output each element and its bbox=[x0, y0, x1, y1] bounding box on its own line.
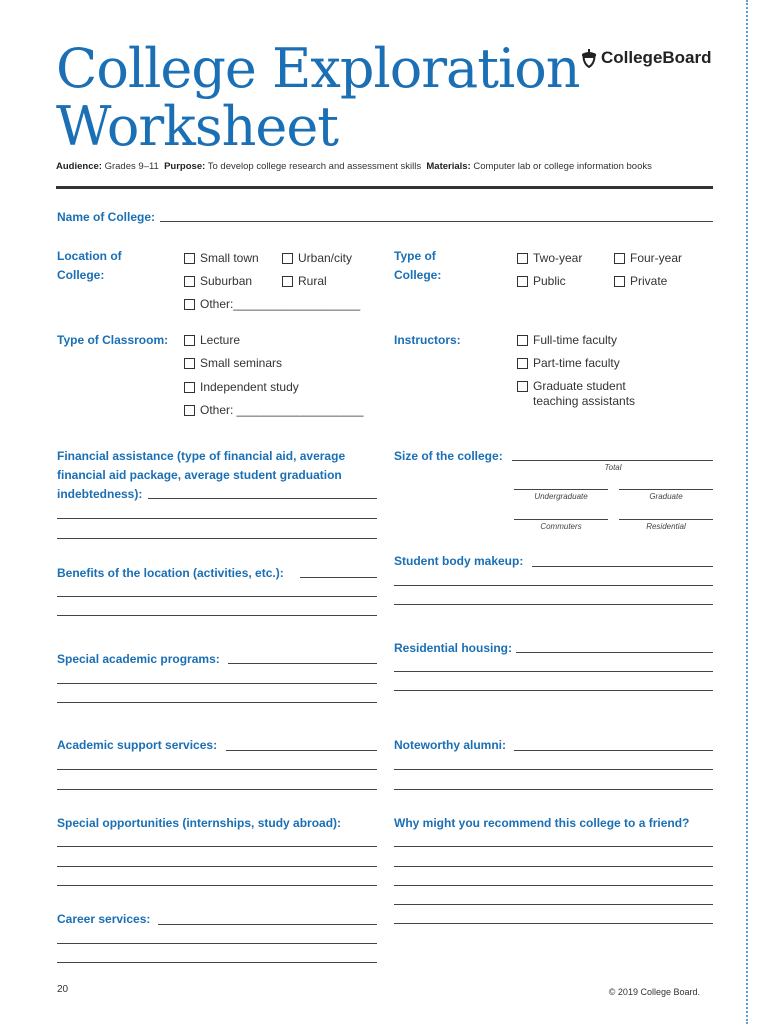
copyright-notice: © 2019 College Board. bbox=[608, 987, 700, 997]
type-of-classroom-label: Type of Classroom: bbox=[57, 333, 169, 347]
checkbox-icon[interactable] bbox=[184, 276, 195, 287]
checkbox-icon[interactable] bbox=[184, 253, 195, 264]
checkbox-icon[interactable] bbox=[282, 253, 293, 264]
name-of-college-label: Name of College: bbox=[57, 210, 156, 224]
academic-programs-line-1[interactable] bbox=[228, 663, 377, 664]
financial-assistance-label: Financial assistance (type of financial aid, average financial aid package, average student graduation indebtedness): bbox=[57, 449, 346, 501]
benefits-line-3[interactable] bbox=[57, 615, 377, 616]
worksheet-meta bbox=[56, 161, 652, 172]
materials-label: Materials: bbox=[426, 161, 471, 172]
opportunities-line-1[interactable] bbox=[57, 846, 377, 847]
checkbox-icon[interactable] bbox=[517, 381, 528, 392]
checkbox-icon[interactable] bbox=[282, 276, 293, 287]
support-line-3[interactable] bbox=[57, 789, 377, 790]
option-private[interactable]: Private bbox=[614, 274, 667, 288]
special-opportunities-label: Special opportunities (internships, study abroad): bbox=[57, 816, 342, 830]
financial-line-3[interactable] bbox=[57, 538, 377, 539]
header-divider bbox=[56, 186, 713, 189]
recommend-line-4[interactable] bbox=[394, 904, 713, 905]
instructors-label: Instructors: bbox=[394, 333, 461, 347]
academic-programs-line-3[interactable] bbox=[57, 702, 377, 703]
benefits-line-2[interactable] bbox=[57, 596, 377, 597]
size-total-caption: Total bbox=[604, 463, 622, 472]
page-title bbox=[56, 37, 580, 158]
purpose-value: To develop college research and assessment skills bbox=[207, 161, 422, 172]
academic-programs-line-2[interactable] bbox=[57, 683, 377, 684]
alumni-line-1[interactable] bbox=[514, 750, 713, 751]
collegeboard-logo bbox=[580, 48, 712, 68]
recommend-line-1[interactable] bbox=[394, 846, 713, 847]
checkbox-icon[interactable] bbox=[517, 276, 528, 287]
academic-support-label: Academic support services: bbox=[57, 738, 218, 752]
residential-housing-label: Residential housing: bbox=[394, 641, 513, 655]
logo-text: CollegeBoard bbox=[601, 48, 712, 67]
option-rural[interactable]: Rural bbox=[282, 274, 327, 288]
option-full-time-faculty[interactable]: Full-time faculty bbox=[517, 333, 617, 347]
benefits-line-1[interactable] bbox=[300, 577, 377, 578]
checkbox-icon[interactable] bbox=[184, 335, 195, 346]
option-independent-study[interactable]: Independent study bbox=[184, 380, 299, 394]
size-total-line[interactable] bbox=[512, 460, 713, 461]
career-line-1[interactable] bbox=[158, 924, 377, 925]
checkbox-icon[interactable] bbox=[614, 253, 625, 264]
audience-value: Grades 9–11 bbox=[104, 161, 159, 172]
materials-value: Computer lab or college information books bbox=[473, 161, 652, 172]
title-line-1: College Exploration bbox=[56, 37, 580, 100]
option-graduate-assistants[interactable]: Graduate student teaching assistants bbox=[517, 379, 657, 409]
undergraduate-line[interactable] bbox=[514, 489, 608, 490]
checkbox-icon[interactable] bbox=[184, 382, 195, 393]
student-body-line-2[interactable] bbox=[394, 585, 713, 586]
support-line-2[interactable] bbox=[57, 769, 377, 770]
support-line-1[interactable] bbox=[226, 750, 377, 751]
option-small-seminars[interactable]: Small seminars bbox=[184, 356, 282, 370]
option-classroom-other[interactable]: Other: ___________________ bbox=[184, 403, 363, 417]
checkbox-icon[interactable] bbox=[614, 276, 625, 287]
recommend-line-3[interactable] bbox=[394, 885, 713, 886]
option-part-time-faculty[interactable]: Part-time faculty bbox=[517, 356, 620, 370]
financial-line-1[interactable] bbox=[148, 498, 377, 499]
special-academic-label: Special academic programs: bbox=[57, 652, 220, 666]
alumni-line-2[interactable] bbox=[394, 769, 713, 770]
page-edge-dotted-line bbox=[746, 0, 748, 1024]
purpose-label: Purpose: bbox=[164, 161, 206, 172]
commuters-caption: Commuters bbox=[540, 522, 582, 531]
student-body-label: Student body makeup: bbox=[394, 554, 524, 568]
graduate-line[interactable] bbox=[619, 489, 713, 490]
checkbox-icon[interactable] bbox=[184, 299, 195, 310]
recommend-label: Why might you recommend this college to a friend? bbox=[394, 816, 690, 830]
title-line-2: Worksheet bbox=[56, 95, 338, 158]
alumni-line-3[interactable] bbox=[394, 789, 713, 790]
option-lecture[interactable]: Lecture bbox=[184, 333, 240, 347]
option-small-town[interactable]: Small town bbox=[184, 251, 259, 265]
location-label: Location of College: bbox=[57, 249, 122, 282]
checkbox-icon[interactable] bbox=[184, 405, 195, 416]
option-location-other[interactable]: Other:___________________ bbox=[184, 297, 360, 311]
recommend-line-5[interactable] bbox=[394, 923, 713, 924]
student-body-line-3[interactable] bbox=[394, 604, 713, 605]
option-urban-city[interactable]: Urban/city bbox=[282, 251, 352, 265]
checkbox-icon[interactable] bbox=[517, 335, 528, 346]
option-two-year[interactable]: Two-year bbox=[517, 251, 582, 265]
financial-line-2[interactable] bbox=[57, 518, 377, 519]
audience-label: Audience: bbox=[56, 161, 102, 172]
page-number: 20 bbox=[57, 984, 69, 995]
graduate-caption: Graduate bbox=[649, 492, 683, 501]
student-body-line-1[interactable] bbox=[532, 566, 713, 567]
checkbox-icon[interactable] bbox=[517, 358, 528, 369]
size-of-college-label: Size of the college: bbox=[394, 449, 503, 463]
commuters-line[interactable] bbox=[514, 519, 608, 520]
recommend-line-2[interactable] bbox=[394, 866, 713, 867]
housing-line-3[interactable] bbox=[394, 690, 713, 691]
type-of-college-label: Type of College: bbox=[394, 249, 442, 282]
checkbox-icon[interactable] bbox=[517, 253, 528, 264]
opportunities-line-3[interactable] bbox=[57, 885, 377, 886]
residential-caption: Residential bbox=[646, 522, 686, 531]
career-line-2[interactable] bbox=[57, 943, 377, 944]
career-services-label: Career services: bbox=[57, 912, 151, 926]
housing-line-2[interactable] bbox=[394, 671, 713, 672]
option-suburban[interactable]: Suburban bbox=[184, 274, 252, 288]
housing-line-1[interactable] bbox=[516, 652, 713, 653]
noteworthy-alumni-label: Noteworthy alumni: bbox=[394, 738, 507, 752]
acorn-icon bbox=[580, 48, 598, 68]
option-public[interactable]: Public bbox=[517, 274, 566, 288]
option-four-year[interactable]: Four-year bbox=[614, 251, 682, 265]
benefits-location-label: Benefits of the location (activities, etc.): bbox=[57, 566, 284, 580]
name-of-college-line[interactable] bbox=[160, 221, 713, 222]
opportunities-line-2[interactable] bbox=[57, 866, 377, 867]
checkbox-icon[interactable] bbox=[184, 358, 195, 369]
residential-line[interactable] bbox=[619, 519, 713, 520]
undergraduate-caption: Undergraduate bbox=[534, 492, 588, 501]
career-line-3[interactable] bbox=[57, 962, 377, 963]
